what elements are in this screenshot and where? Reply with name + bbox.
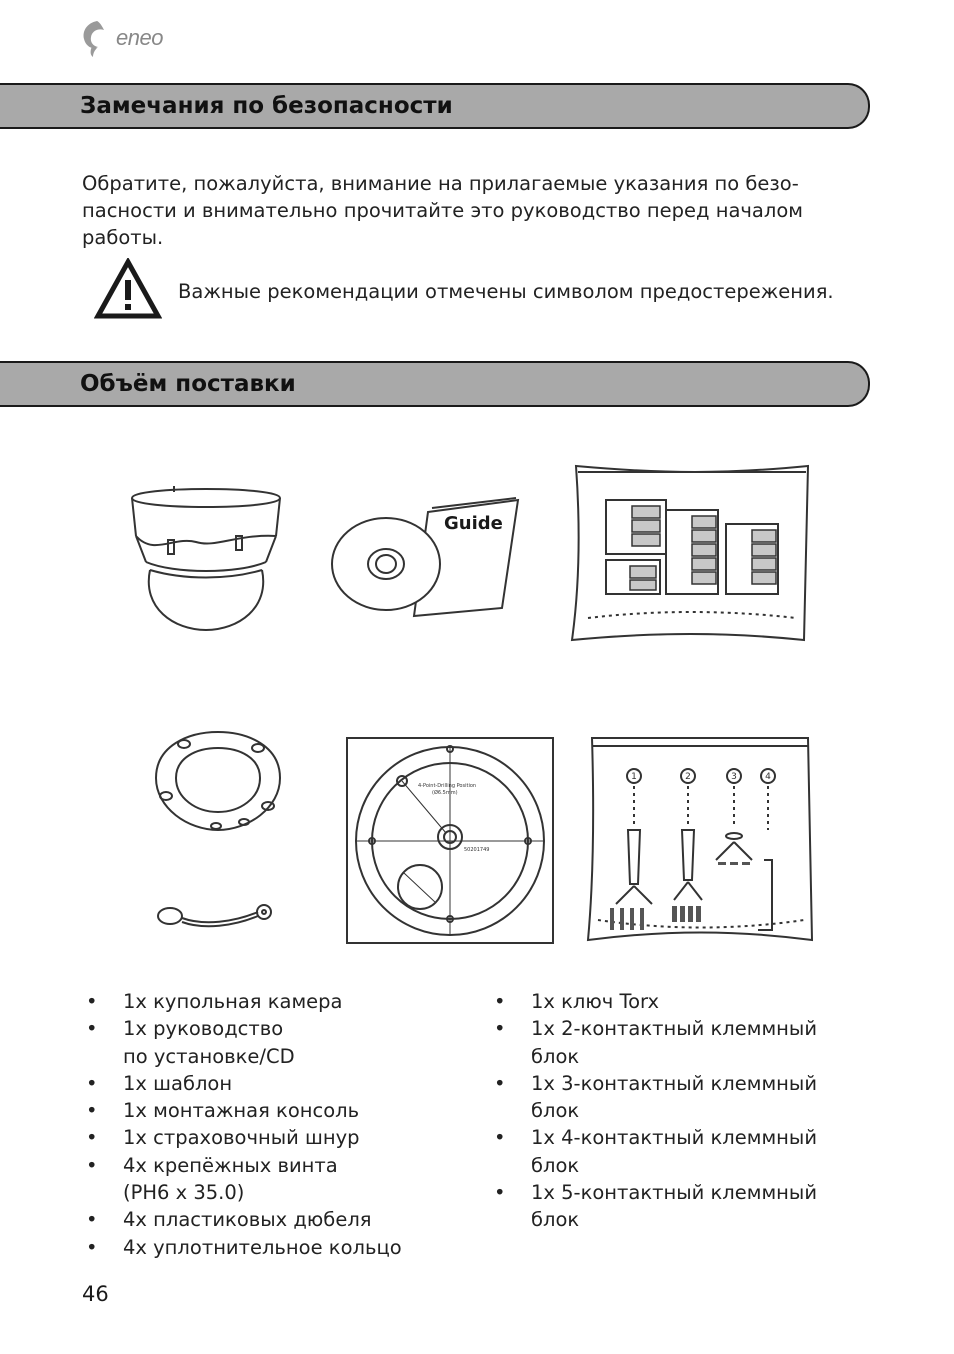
delivery-item: • 1x 4-контактный клеммный блок [490, 1124, 870, 1179]
delivery-list-left [82, 988, 462, 1261]
eneo-swirl-icon [80, 18, 114, 58]
screw-marker: 2 [685, 772, 691, 782]
dome-camera-illustration [124, 478, 288, 638]
delivery-item: • 1x купольная камера [82, 988, 462, 1015]
section-header-delivery [0, 361, 870, 407]
warning-triangle-icon [94, 258, 162, 320]
delivery-item: • 1x шаблон [82, 1070, 462, 1097]
delivery-item: • 1x руководство по установке/CD [82, 1015, 462, 1070]
section-title: Замечания по безопасности [80, 93, 453, 119]
delivery-item: • 1x 2-контактный клеммный блок [490, 1015, 870, 1070]
screw-marker: 3 [731, 772, 737, 782]
guide-label: Guide [444, 513, 503, 534]
delivery-item: • 4x крепёжных винта (PH6 x 35.0) [82, 1152, 462, 1207]
delivery-item: • 4x пластиковых дюбеля [82, 1206, 462, 1233]
safety-cord-illustration [154, 898, 276, 938]
safety-paragraph: Обратите, пожалуйста, внимание на прилагаемые указания по безо- пасности и внимательно прочитайте это руководство перед началом работы. [82, 172, 803, 249]
template-code: 50201749 [464, 847, 490, 853]
section-header-safety [0, 83, 870, 129]
delivery-item: • 1x страховочный шнур [82, 1124, 462, 1151]
delivery-item: • 4x уплотнительное кольцо [82, 1234, 462, 1261]
mounting-bracket-illustration [148, 726, 286, 836]
delivery-item: • 1x 5-контактный клеммный блок [490, 1179, 870, 1234]
template-diameter: (Ø6.5mm) [432, 790, 458, 796]
screw-marker: 4 [765, 772, 771, 782]
delivery-list-right [490, 988, 870, 1234]
cd-and-guide-illustration [328, 496, 524, 620]
terminal-blocks-bag-illustration [566, 462, 814, 644]
screw-marker: 1 [631, 772, 637, 782]
delivery-item: • 1x ключ Torx [490, 988, 870, 1015]
section-title: Объём поставки [80, 371, 296, 397]
drilling-template-illustration [346, 737, 554, 944]
brand-name: eneo [116, 25, 163, 50]
page-number: 46 [82, 1282, 109, 1306]
screws-bag-illustration [586, 734, 814, 944]
delivery-item: • 1x 3-контактный клеммный блок [490, 1070, 870, 1125]
delivery-item: • 1x монтажная консоль [82, 1097, 462, 1124]
warning-text: Важные рекомендации отмечены символом предостережения. [178, 280, 834, 303]
template-label: 4-Point-Drilling Position [418, 783, 477, 789]
brand-logo [80, 18, 163, 58]
